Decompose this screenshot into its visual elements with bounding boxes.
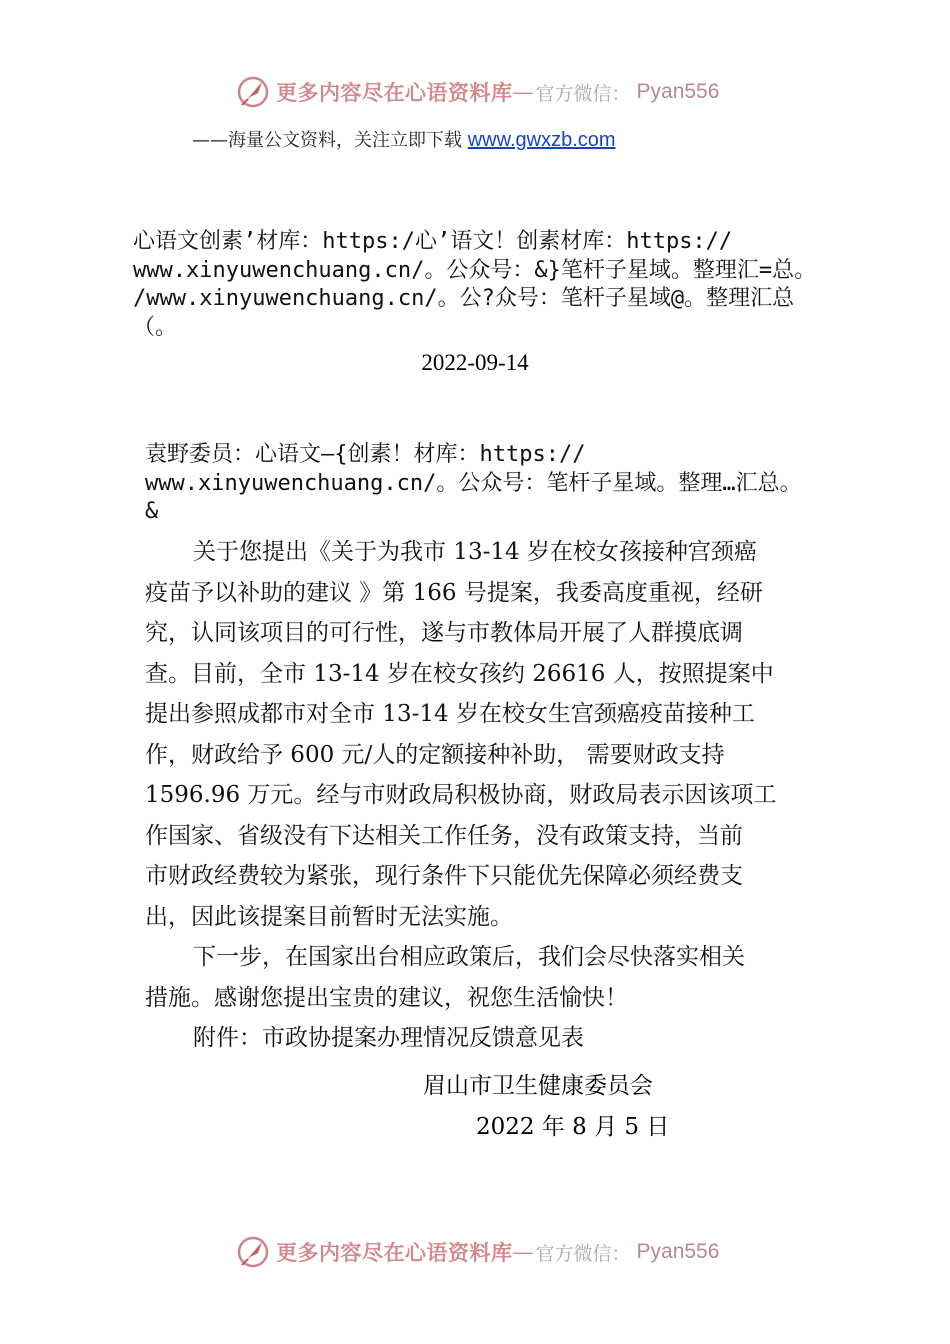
body-line: 1596.96 万元。经与市财政局积极协商，财政局表示因该项工 <box>145 782 777 808</box>
salutation-line: www.xinyuwenchuang.cn/。公众号：笔杆子星域。整理…汇总。 <box>145 470 802 496</box>
body-line: 提出参照成都市对全市 13-14 岁在校女生宫颈癌疫苗接种工 <box>145 701 755 727</box>
body-line: 下一步，在国家出台相应政策后，我们会尽快落实相关 <box>193 944 745 970</box>
body-line: 究，认同该项目的可行性，遂与市教体局开展了人群摸底调 <box>145 620 743 646</box>
attachment-line: 附件：市政协提案办理情况反馈意见表 <box>193 1025 584 1051</box>
subline-text: ——海量公文资料，关注立即下载 <box>192 130 468 151</box>
signature-date: 2022 年 8 月 5 日 <box>476 1114 670 1140</box>
document-date: 2022-09-14 <box>421 350 529 375</box>
body-line: 关于您提出《关于为我市 13-14 岁在校女孩接种宫颈癌 <box>193 539 757 565</box>
header-line: www.xinyuwenchuang.cn/。公众号：&}笔杆子星域。整理汇=总。 <box>133 257 817 283</box>
watermark-separator: — <box>512 80 534 104</box>
watermark-top <box>236 74 719 110</box>
watermark-separator: — <box>512 1240 534 1264</box>
body-line: 疫苗予以补助的建议 》第 166 号提案，我委高度重视，经研 <box>145 579 763 606</box>
watermark-id: Pyan556 <box>636 1240 720 1263</box>
body-line: 措施。感谢您提出宝贵的建议，祝您生活愉快！ <box>145 984 628 1011</box>
watermark-sub-text: 官方微信： <box>535 82 631 105</box>
signature-org: 眉山市卫生健康委员会 <box>423 1073 653 1099</box>
body-line: 作国家、省级没有下达相关工作任务，没有政策支持，当前 <box>145 822 743 849</box>
salutation-line: & <box>145 499 159 524</box>
body-line: 查。目前，全市 13-14 岁在校女孩约 26616 人，按照提案中 <box>145 660 774 687</box>
watermark-sub-text: 官方微信： <box>535 1242 631 1265</box>
watermark-id: Pyan556 <box>636 80 720 103</box>
watermark-main-text: 更多内容尽在心语资料库 <box>276 80 513 105</box>
body-line: 市财政经费较为紧张，现行条件下只能优先保障必须经费支 <box>145 863 743 889</box>
header-line: 心语文创素’材库：https:/心’语文！创素材库：https:// <box>133 229 733 254</box>
watermark-main-text: 更多内容尽在心语资料库 <box>276 1240 513 1265</box>
header-line: （。 <box>133 314 178 340</box>
body-line: 作，财政给予 600 元/人的定额接种补助， 需要财政支持 <box>145 741 725 768</box>
salutation-line: 袁野委员：心语文—{创素！材库：https:// <box>145 442 586 467</box>
watermark-bottom <box>236 1234 719 1270</box>
download-subline <box>192 126 616 152</box>
body-text <box>145 532 815 1059</box>
quill-logo-icon <box>236 1235 270 1269</box>
header-line: /www.xinyuwenchuang.cn/。公?众号：笔杆子星域@。整理汇总 <box>133 286 795 311</box>
download-link[interactable]: www.gwxzb.com <box>467 129 616 151</box>
quill-logo-icon <box>236 75 270 109</box>
salutation-block <box>145 441 802 527</box>
body-line: 出，因此该提案目前暂时无法实施。 <box>145 903 513 930</box>
header-block <box>133 228 816 342</box>
